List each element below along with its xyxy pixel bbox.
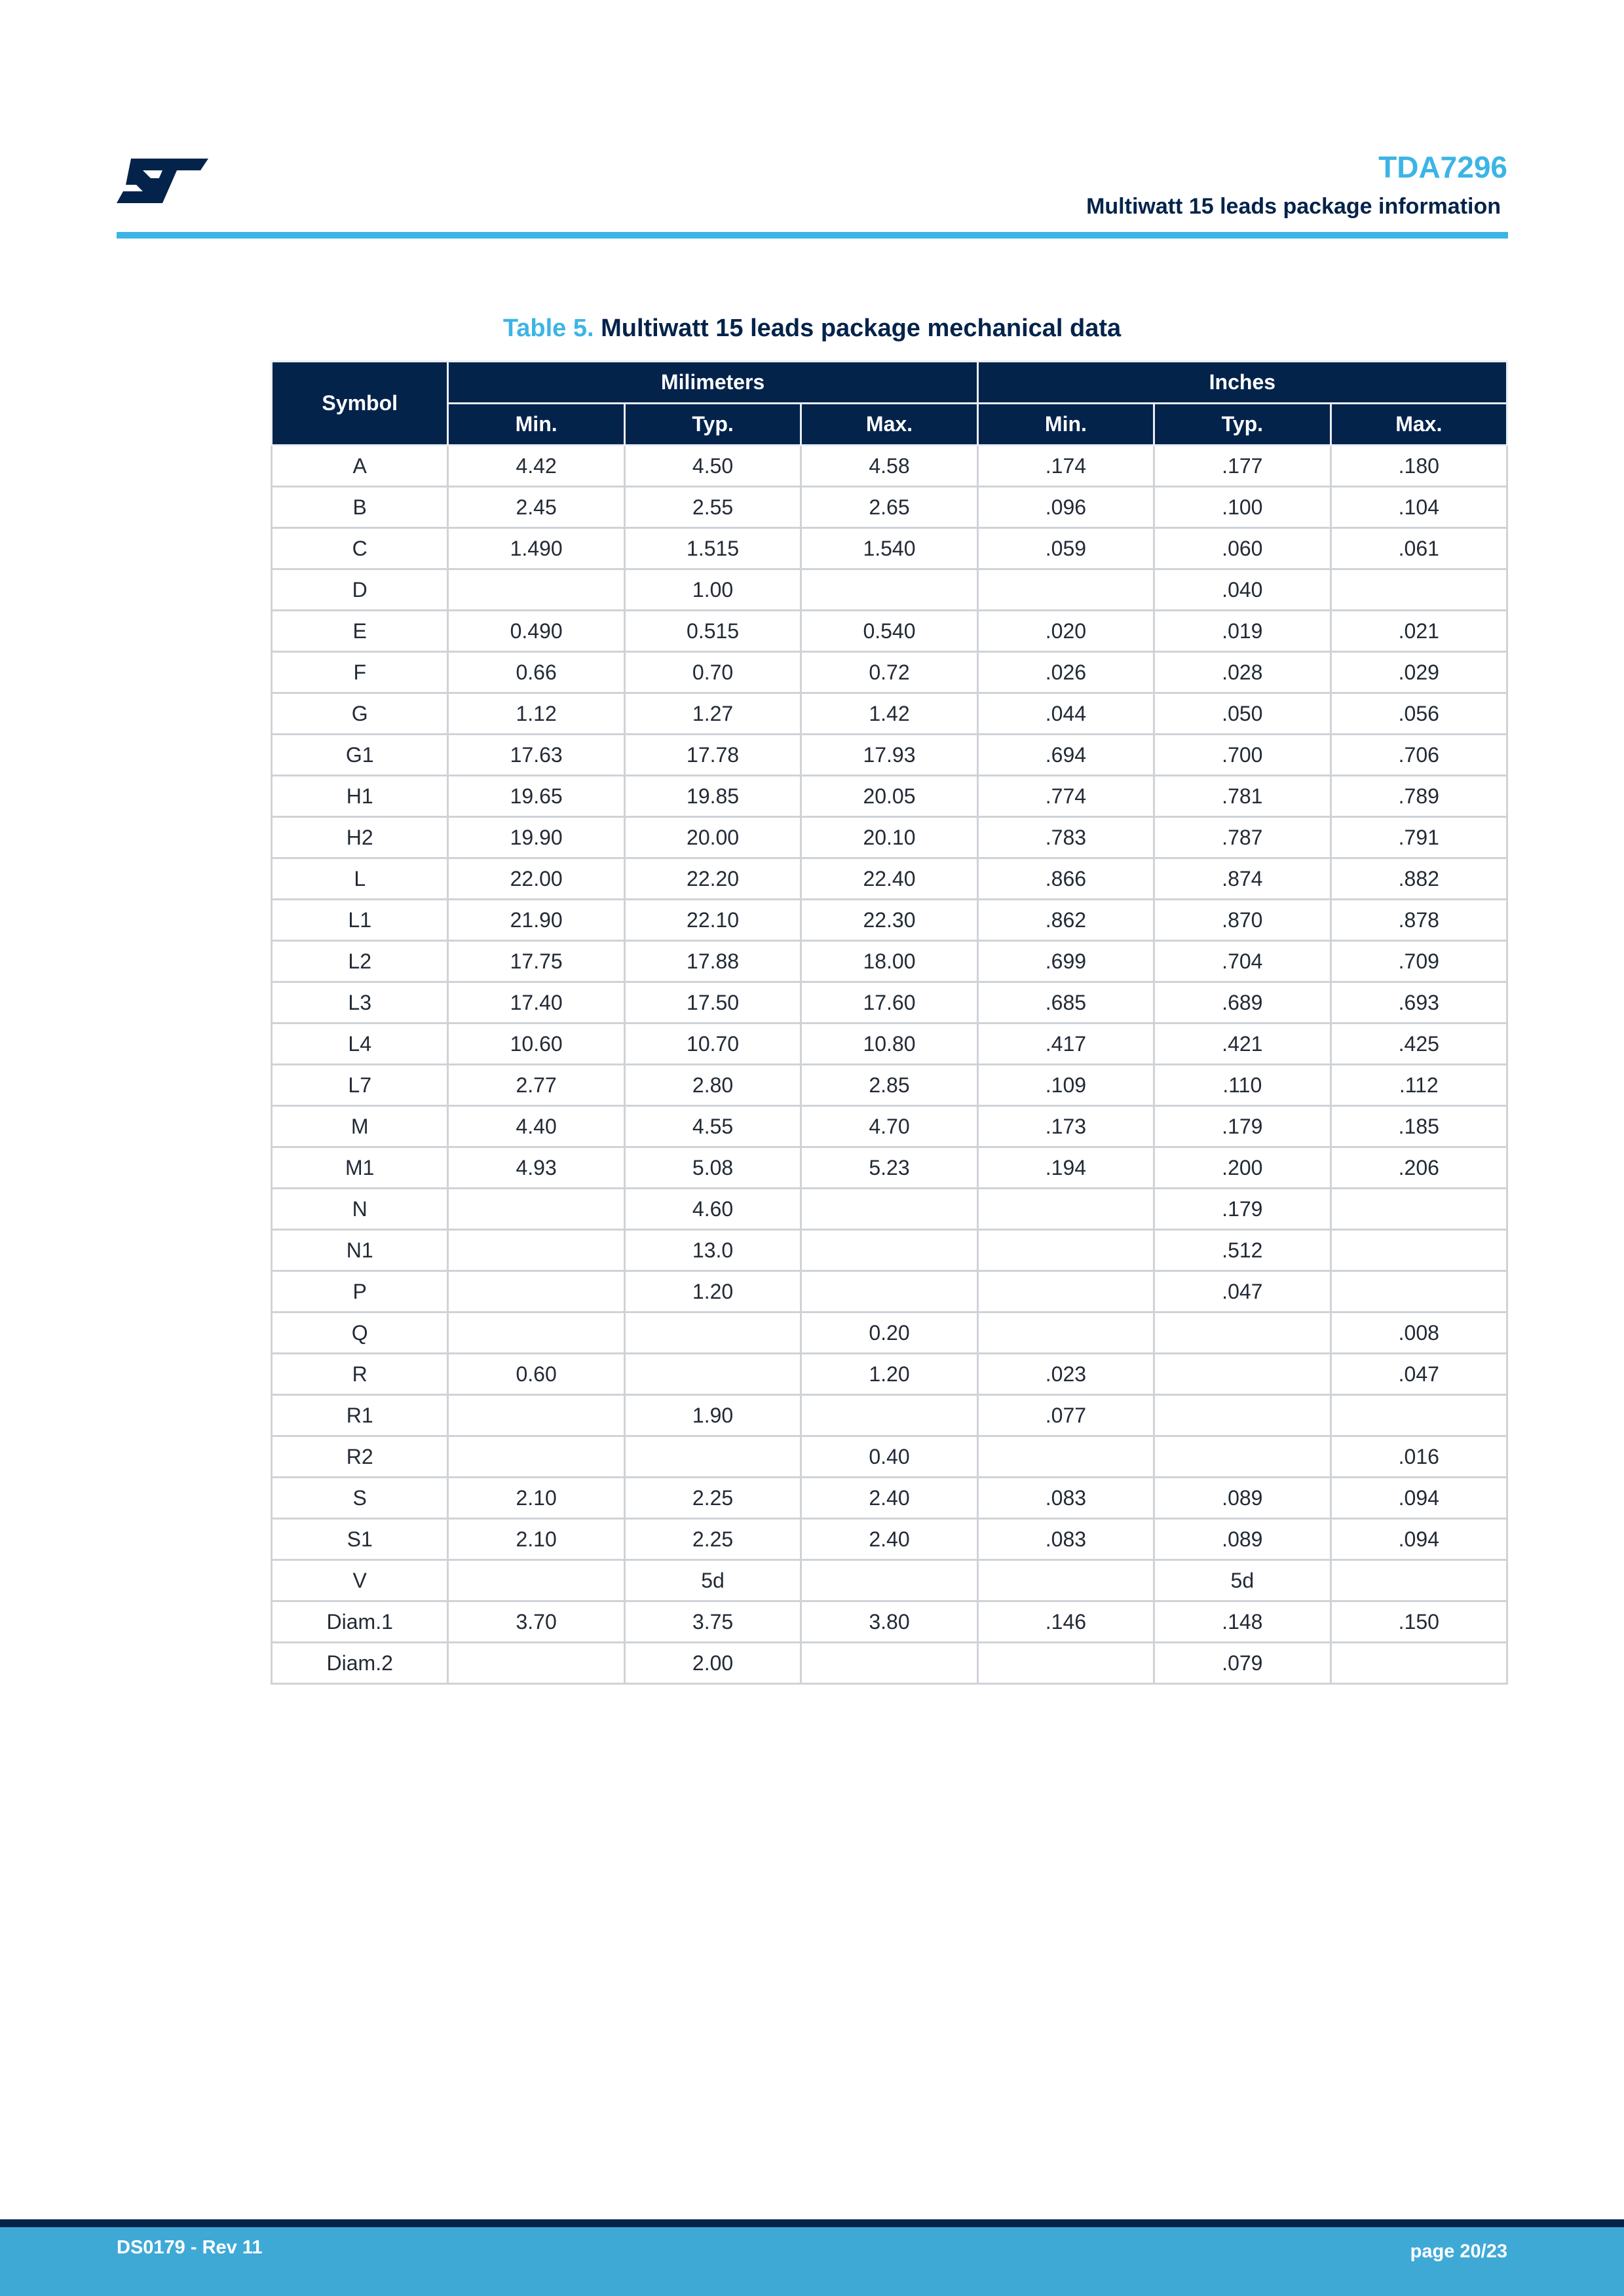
mm-max-cell: 1.42: [801, 693, 977, 735]
in-typ-cell: .874: [1154, 858, 1331, 900]
symbol-cell: L7: [272, 1065, 448, 1106]
mm-min-cell: 4.40: [448, 1106, 624, 1147]
mm-min-header: Min.: [448, 404, 624, 446]
symbol-cell: F: [272, 652, 448, 693]
mm-typ-cell: 10.70: [624, 1024, 801, 1065]
table-number: Table 5.: [502, 315, 594, 342]
symbol-cell: L4: [272, 1024, 448, 1065]
in-max-cell: .878: [1331, 900, 1507, 941]
in-min-cell: .174: [977, 446, 1154, 487]
footer-rule: [0, 2219, 1624, 2227]
symbol-cell: P: [272, 1271, 448, 1312]
in-min-cell: [977, 569, 1154, 611]
in-max-cell: [1331, 1230, 1507, 1271]
in-max-cell: .180: [1331, 446, 1507, 487]
mm-min-cell: 2.10: [448, 1519, 624, 1560]
mm-typ-cell: 17.78: [624, 735, 801, 776]
symbol-cell: D: [272, 569, 448, 611]
in-typ-cell: .200: [1154, 1147, 1331, 1189]
table-row: [272, 569, 1507, 611]
table-body: [272, 446, 1507, 1684]
table-row: [272, 1601, 1507, 1643]
table-row: [272, 1106, 1507, 1147]
in-max-cell: .016: [1331, 1436, 1507, 1478]
symbol-cell: B: [272, 487, 448, 528]
table-row: [272, 611, 1507, 652]
mm-max-cell: 17.93: [801, 735, 977, 776]
mm-max-cell: 22.30: [801, 900, 977, 941]
mm-max-cell: 0.540: [801, 611, 977, 652]
in-min-cell: .699: [977, 941, 1154, 982]
in-max-cell: .425: [1331, 1024, 1507, 1065]
symbol-cell: M1: [272, 1147, 448, 1189]
table-row: [272, 1436, 1507, 1478]
mm-max-cell: 20.10: [801, 817, 977, 858]
mm-min-cell: [448, 1643, 624, 1684]
table-row: [272, 1643, 1507, 1684]
mm-max-cell: 10.80: [801, 1024, 977, 1065]
in-max-cell: .112: [1331, 1065, 1507, 1106]
in-typ-cell: [1154, 1395, 1331, 1436]
in-min-cell: .059: [977, 528, 1154, 569]
mm-min-cell: 4.42: [448, 446, 624, 487]
in-min-cell: .020: [977, 611, 1154, 652]
mm-max-cell: [801, 1395, 977, 1436]
mm-min-cell: 17.75: [448, 941, 624, 982]
in-max-cell: .693: [1331, 982, 1507, 1024]
in-min-cell: .685: [977, 982, 1154, 1024]
mm-typ-cell: [624, 1436, 801, 1478]
in-max-cell: .056: [1331, 693, 1507, 735]
mm-min-cell: 22.00: [448, 858, 624, 900]
in-typ-header: Typ.: [1154, 404, 1331, 446]
symbol-cell: G: [272, 693, 448, 735]
in-min-cell: .109: [977, 1065, 1154, 1106]
table-row: [272, 941, 1507, 982]
table-row: [272, 1312, 1507, 1354]
table-row: [272, 858, 1507, 900]
symbol-cell: M: [272, 1106, 448, 1147]
in-min-cell: .173: [977, 1106, 1154, 1147]
table-row: [272, 528, 1507, 569]
in-min-cell: .083: [977, 1478, 1154, 1519]
in-min-cell: .866: [977, 858, 1154, 900]
in-max-cell: .791: [1331, 817, 1507, 858]
mm-min-cell: [448, 1560, 624, 1601]
mm-typ-cell: 22.20: [624, 858, 801, 900]
mm-min-cell: [448, 1230, 624, 1271]
in-typ-cell: .110: [1154, 1065, 1331, 1106]
mm-max-cell: [801, 1230, 977, 1271]
in-max-cell: .021: [1331, 611, 1507, 652]
symbol-cell: H1: [272, 776, 448, 817]
mm-max-cell: 2.65: [801, 487, 977, 528]
in-max-cell: .150: [1331, 1601, 1507, 1643]
in-typ-cell: .787: [1154, 817, 1331, 858]
in-max-cell: .206: [1331, 1147, 1507, 1189]
mm-max-cell: [801, 1189, 977, 1230]
symbol-cell: H2: [272, 817, 448, 858]
mm-typ-cell: 0.70: [624, 652, 801, 693]
mm-min-cell: [448, 569, 624, 611]
mm-typ-cell: 1.27: [624, 693, 801, 735]
symbol-cell: E: [272, 611, 448, 652]
mm-min-cell: [448, 1189, 624, 1230]
symbol-cell: Q: [272, 1312, 448, 1354]
table-subheader-row: [272, 404, 1507, 446]
mm-min-cell: 10.60: [448, 1024, 624, 1065]
in-typ-cell: .177: [1154, 446, 1331, 487]
mm-max-cell: 0.40: [801, 1436, 977, 1478]
symbol-cell: L1: [272, 900, 448, 941]
in-max-cell: [1331, 569, 1507, 611]
mm-min-cell: [448, 1271, 624, 1312]
mm-max-cell: 2.40: [801, 1478, 977, 1519]
table-header-row: [272, 362, 1507, 404]
in-typ-cell: .179: [1154, 1106, 1331, 1147]
mm-min-cell: 1.490: [448, 528, 624, 569]
mm-min-cell: 17.40: [448, 982, 624, 1024]
mm-min-cell: 19.65: [448, 776, 624, 817]
symbol-cell: N1: [272, 1230, 448, 1271]
mm-typ-cell: 2.25: [624, 1478, 801, 1519]
mm-max-cell: 0.20: [801, 1312, 977, 1354]
inches-header: Inches: [977, 362, 1507, 404]
millimeters-header: Milimeters: [448, 362, 977, 404]
in-min-cell: .077: [977, 1395, 1154, 1436]
in-min-cell: [977, 1312, 1154, 1354]
mm-typ-cell: 1.515: [624, 528, 801, 569]
in-max-cell: .008: [1331, 1312, 1507, 1354]
mm-typ-cell: 20.00: [624, 817, 801, 858]
in-max-cell: [1331, 1643, 1507, 1684]
mm-typ-cell: 2.80: [624, 1065, 801, 1106]
mm-max-cell: 2.85: [801, 1065, 977, 1106]
mm-typ-cell: 1.00: [624, 569, 801, 611]
in-typ-cell: .047: [1154, 1271, 1331, 1312]
table-row: [272, 776, 1507, 817]
in-max-cell: .029: [1331, 652, 1507, 693]
in-min-cell: .862: [977, 900, 1154, 941]
symbol-cell: V: [272, 1560, 448, 1601]
table-row: [272, 1560, 1507, 1601]
page-number: page 20/23: [1410, 2241, 1507, 2262]
in-min-cell: [977, 1271, 1154, 1312]
in-max-cell: .789: [1331, 776, 1507, 817]
in-max-cell: .104: [1331, 487, 1507, 528]
mm-max-cell: [801, 569, 977, 611]
st-logo-icon: [117, 156, 208, 206]
in-min-cell: .783: [977, 817, 1154, 858]
mm-typ-cell: [624, 1354, 801, 1395]
mm-typ-cell: 5d: [624, 1560, 801, 1601]
table-caption: [0, 315, 1624, 343]
mm-min-cell: [448, 1395, 624, 1436]
in-typ-cell: .089: [1154, 1519, 1331, 1560]
mm-min-cell: 17.63: [448, 735, 624, 776]
mm-max-cell: 5.23: [801, 1147, 977, 1189]
mm-typ-cell: 2.25: [624, 1519, 801, 1560]
table-row: [272, 1271, 1507, 1312]
mechanical-data-table: [271, 360, 1508, 1685]
mm-min-cell: 1.12: [448, 693, 624, 735]
mm-typ-cell: 17.50: [624, 982, 801, 1024]
mm-max-cell: [801, 1643, 977, 1684]
table-row: [272, 1395, 1507, 1436]
symbol-cell: Diam.1: [272, 1601, 448, 1643]
mm-max-cell: 1.20: [801, 1354, 977, 1395]
mm-typ-cell: 2.55: [624, 487, 801, 528]
in-min-cell: .083: [977, 1519, 1154, 1560]
in-min-cell: .694: [977, 735, 1154, 776]
in-min-cell: .417: [977, 1024, 1154, 1065]
in-typ-cell: .060: [1154, 528, 1331, 569]
header-rule: [117, 232, 1508, 239]
document-revision: DS0179 - Rev 11: [117, 2237, 263, 2258]
mm-max-cell: [801, 1271, 977, 1312]
in-typ-cell: .512: [1154, 1230, 1331, 1271]
mm-typ-cell: 4.60: [624, 1189, 801, 1230]
in-typ-cell: .028: [1154, 652, 1331, 693]
mm-min-cell: 3.70: [448, 1601, 624, 1643]
mm-typ-cell: 3.75: [624, 1601, 801, 1643]
in-min-cell: .026: [977, 652, 1154, 693]
table-row: [272, 817, 1507, 858]
mm-max-cell: 20.05: [801, 776, 977, 817]
table-row: [272, 982, 1507, 1024]
mm-max-cell: 22.40: [801, 858, 977, 900]
in-typ-cell: .704: [1154, 941, 1331, 982]
symbol-cell: N: [272, 1189, 448, 1230]
in-typ-cell: .050: [1154, 693, 1331, 735]
in-max-cell: .882: [1331, 858, 1507, 900]
in-max-cell: .061: [1331, 528, 1507, 569]
symbol-header: Symbol: [272, 362, 448, 446]
mm-min-cell: 2.77: [448, 1065, 624, 1106]
in-typ-cell: .689: [1154, 982, 1331, 1024]
mm-typ-cell: 1.90: [624, 1395, 801, 1436]
in-min-cell: .096: [977, 487, 1154, 528]
table-row: [272, 1230, 1507, 1271]
mm-min-cell: 21.90: [448, 900, 624, 941]
in-typ-cell: .019: [1154, 611, 1331, 652]
in-min-cell: .774: [977, 776, 1154, 817]
in-min-cell: [977, 1643, 1154, 1684]
in-typ-cell: .079: [1154, 1643, 1331, 1684]
in-typ-cell: [1154, 1436, 1331, 1478]
mm-typ-cell: 4.55: [624, 1106, 801, 1147]
in-typ-cell: [1154, 1354, 1331, 1395]
mm-max-cell: 17.60: [801, 982, 977, 1024]
in-min-cell: [977, 1230, 1154, 1271]
mm-max-cell: 2.40: [801, 1519, 977, 1560]
in-typ-cell: .089: [1154, 1478, 1331, 1519]
mm-typ-cell: 5.08: [624, 1147, 801, 1189]
in-max-cell: [1331, 1395, 1507, 1436]
in-max-cell: .094: [1331, 1519, 1507, 1560]
in-max-header: Max.: [1331, 404, 1507, 446]
table-row: [272, 1478, 1507, 1519]
document-title: TDA7296: [1378, 150, 1507, 184]
table-row: [272, 693, 1507, 735]
in-min-cell: .023: [977, 1354, 1154, 1395]
mm-min-cell: 0.60: [448, 1354, 624, 1395]
in-typ-cell: .040: [1154, 569, 1331, 611]
mm-typ-cell: 13.0: [624, 1230, 801, 1271]
in-typ-cell: .148: [1154, 1601, 1331, 1643]
mm-min-cell: 0.66: [448, 652, 624, 693]
table-row: [272, 446, 1507, 487]
in-typ-cell: [1154, 1312, 1331, 1354]
mm-min-cell: [448, 1436, 624, 1478]
mm-typ-cell: 2.00: [624, 1643, 801, 1684]
mm-max-header: Max.: [801, 404, 977, 446]
in-typ-cell: .179: [1154, 1189, 1331, 1230]
mm-min-cell: 4.93: [448, 1147, 624, 1189]
table-row: [272, 1354, 1507, 1395]
table-caption-text: Multiwatt 15 leads package mechanical data: [601, 315, 1122, 342]
mm-typ-header: Typ.: [624, 404, 801, 446]
in-typ-cell: .870: [1154, 900, 1331, 941]
table-row: [272, 1024, 1507, 1065]
table-row: [272, 1065, 1507, 1106]
symbol-cell: R: [272, 1354, 448, 1395]
symbol-cell: R1: [272, 1395, 448, 1436]
symbol-cell: Diam.2: [272, 1643, 448, 1684]
in-min-cell: [977, 1436, 1154, 1478]
table-row: [272, 735, 1507, 776]
mm-min-cell: [448, 1312, 624, 1354]
table-row: [272, 1147, 1507, 1189]
mm-max-cell: 4.58: [801, 446, 977, 487]
in-typ-cell: .700: [1154, 735, 1331, 776]
in-min-cell: [977, 1189, 1154, 1230]
table-row: [272, 1519, 1507, 1560]
in-min-cell: [977, 1560, 1154, 1601]
in-typ-cell: .100: [1154, 487, 1331, 528]
mm-max-cell: 1.540: [801, 528, 977, 569]
symbol-cell: G1: [272, 735, 448, 776]
in-typ-cell: 5d: [1154, 1560, 1331, 1601]
mm-typ-cell: [624, 1312, 801, 1354]
mm-max-cell: 18.00: [801, 941, 977, 982]
mm-typ-cell: 19.85: [624, 776, 801, 817]
table-row: [272, 900, 1507, 941]
in-min-cell: .044: [977, 693, 1154, 735]
in-max-cell: .185: [1331, 1106, 1507, 1147]
symbol-cell: L3: [272, 982, 448, 1024]
in-min-cell: .194: [977, 1147, 1154, 1189]
in-max-cell: .709: [1331, 941, 1507, 982]
in-max-cell: [1331, 1189, 1507, 1230]
in-max-cell: .094: [1331, 1478, 1507, 1519]
symbol-cell: S1: [272, 1519, 448, 1560]
symbol-cell: C: [272, 528, 448, 569]
mm-min-cell: 2.10: [448, 1478, 624, 1519]
symbol-cell: R2: [272, 1436, 448, 1478]
mm-typ-cell: 22.10: [624, 900, 801, 941]
table-row: [272, 652, 1507, 693]
in-typ-cell: .421: [1154, 1024, 1331, 1065]
symbol-cell: L2: [272, 941, 448, 982]
in-typ-cell: .781: [1154, 776, 1331, 817]
in-max-cell: .047: [1331, 1354, 1507, 1395]
in-min-cell: .146: [977, 1601, 1154, 1643]
symbol-cell: L: [272, 858, 448, 900]
symbol-cell: A: [272, 446, 448, 487]
mm-max-cell: 3.80: [801, 1601, 977, 1643]
mm-max-cell: 0.72: [801, 652, 977, 693]
mm-typ-cell: 4.50: [624, 446, 801, 487]
table-row: [272, 487, 1507, 528]
mm-typ-cell: 0.515: [624, 611, 801, 652]
mm-min-cell: 19.90: [448, 817, 624, 858]
in-max-cell: [1331, 1271, 1507, 1312]
mm-min-cell: 0.490: [448, 611, 624, 652]
table-row: [272, 1189, 1507, 1230]
in-min-header: Min.: [977, 404, 1154, 446]
mm-typ-cell: 17.88: [624, 941, 801, 982]
in-max-cell: .706: [1331, 735, 1507, 776]
mm-max-cell: 4.70: [801, 1106, 977, 1147]
mm-min-cell: 2.45: [448, 487, 624, 528]
in-max-cell: [1331, 1560, 1507, 1601]
mm-typ-cell: 1.20: [624, 1271, 801, 1312]
symbol-cell: S: [272, 1478, 448, 1519]
section-title: Multiwatt 15 leads package information: [1086, 194, 1501, 219]
mm-max-cell: [801, 1560, 977, 1601]
